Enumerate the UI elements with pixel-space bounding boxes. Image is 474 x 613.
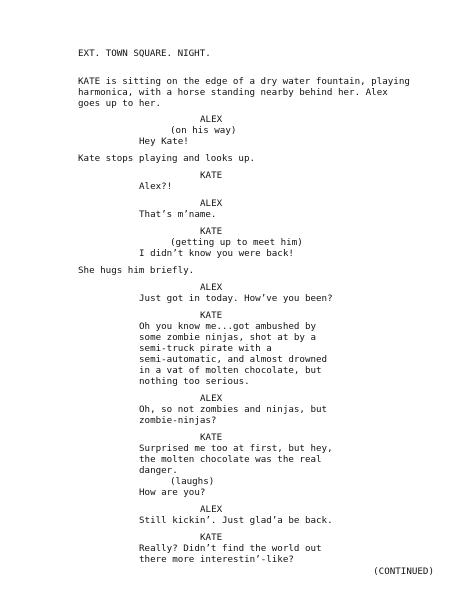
dialogue-line: Really? Didn’t find the world out (139, 543, 322, 554)
character-name: KATE (200, 226, 223, 237)
dialogue-line: danger. (139, 465, 178, 476)
dialogue-line: semi-truck pirate with a (139, 343, 272, 354)
dialogue-line: some zombie ninjas, shot at by a (139, 332, 317, 343)
action-line: Kate stops playing and looks up. (78, 153, 256, 164)
character-name: ALEX (200, 114, 223, 125)
dialogue-line: there more interestin’-like? (139, 554, 294, 565)
character-name: ALEX (200, 393, 223, 404)
parenthetical: (getting up to meet him) (170, 237, 303, 248)
dialogue-line: Oh, so not zombies and ninjas, but (139, 404, 328, 415)
character-name: ALEX (200, 504, 223, 515)
action-line: She hugs him briefly. (78, 265, 195, 276)
dialogue-line: semi-automatic, and almost drowned (139, 354, 328, 365)
dialogue-line: Oh you know me...got ambushed by (139, 321, 317, 332)
dialogue-line: the molten chocolate was the real (139, 454, 322, 465)
action-line: KATE is sitting on the edge of a dry water fountain, playing (78, 76, 410, 87)
character-name: KATE (200, 170, 223, 181)
dialogue-line: nothing too serious. (139, 376, 250, 387)
parenthetical: (laughs) (170, 476, 215, 487)
character-name: KATE (200, 432, 223, 443)
character-name: KATE (200, 532, 223, 543)
dialogue-line: That’s m’name. (139, 209, 217, 220)
character-name: ALEX (200, 198, 223, 209)
scene-heading: EXT. TOWN SQUARE. NIGHT. (78, 48, 211, 59)
dialogue-line: in a vat of molten chocolate, but (139, 365, 322, 376)
continued-marker: (CONTINUED) (373, 566, 434, 577)
dialogue-line: How are you? (139, 487, 206, 498)
action-line: goes up to her. (78, 98, 161, 109)
character-name: KATE (200, 310, 223, 321)
parenthetical: (on his way) (170, 125, 237, 136)
action-line: harmonica, with a horse standing nearby behind her. Alex (78, 87, 388, 98)
dialogue-line: Just got in today. How’ve you been? (139, 293, 333, 304)
dialogue-line: zombie-ninjas? (139, 415, 217, 426)
dialogue-line: Alex?! (139, 181, 173, 192)
dialogue-line: I didn’t know you were back! (139, 248, 294, 259)
character-name: ALEX (200, 282, 223, 293)
dialogue-line: Hey Kate! (139, 136, 189, 147)
dialogue-line: Still kickin’. Just glad’a be back. (139, 515, 333, 526)
dialogue-line: Surprised me too at first, but hey, (139, 443, 333, 454)
